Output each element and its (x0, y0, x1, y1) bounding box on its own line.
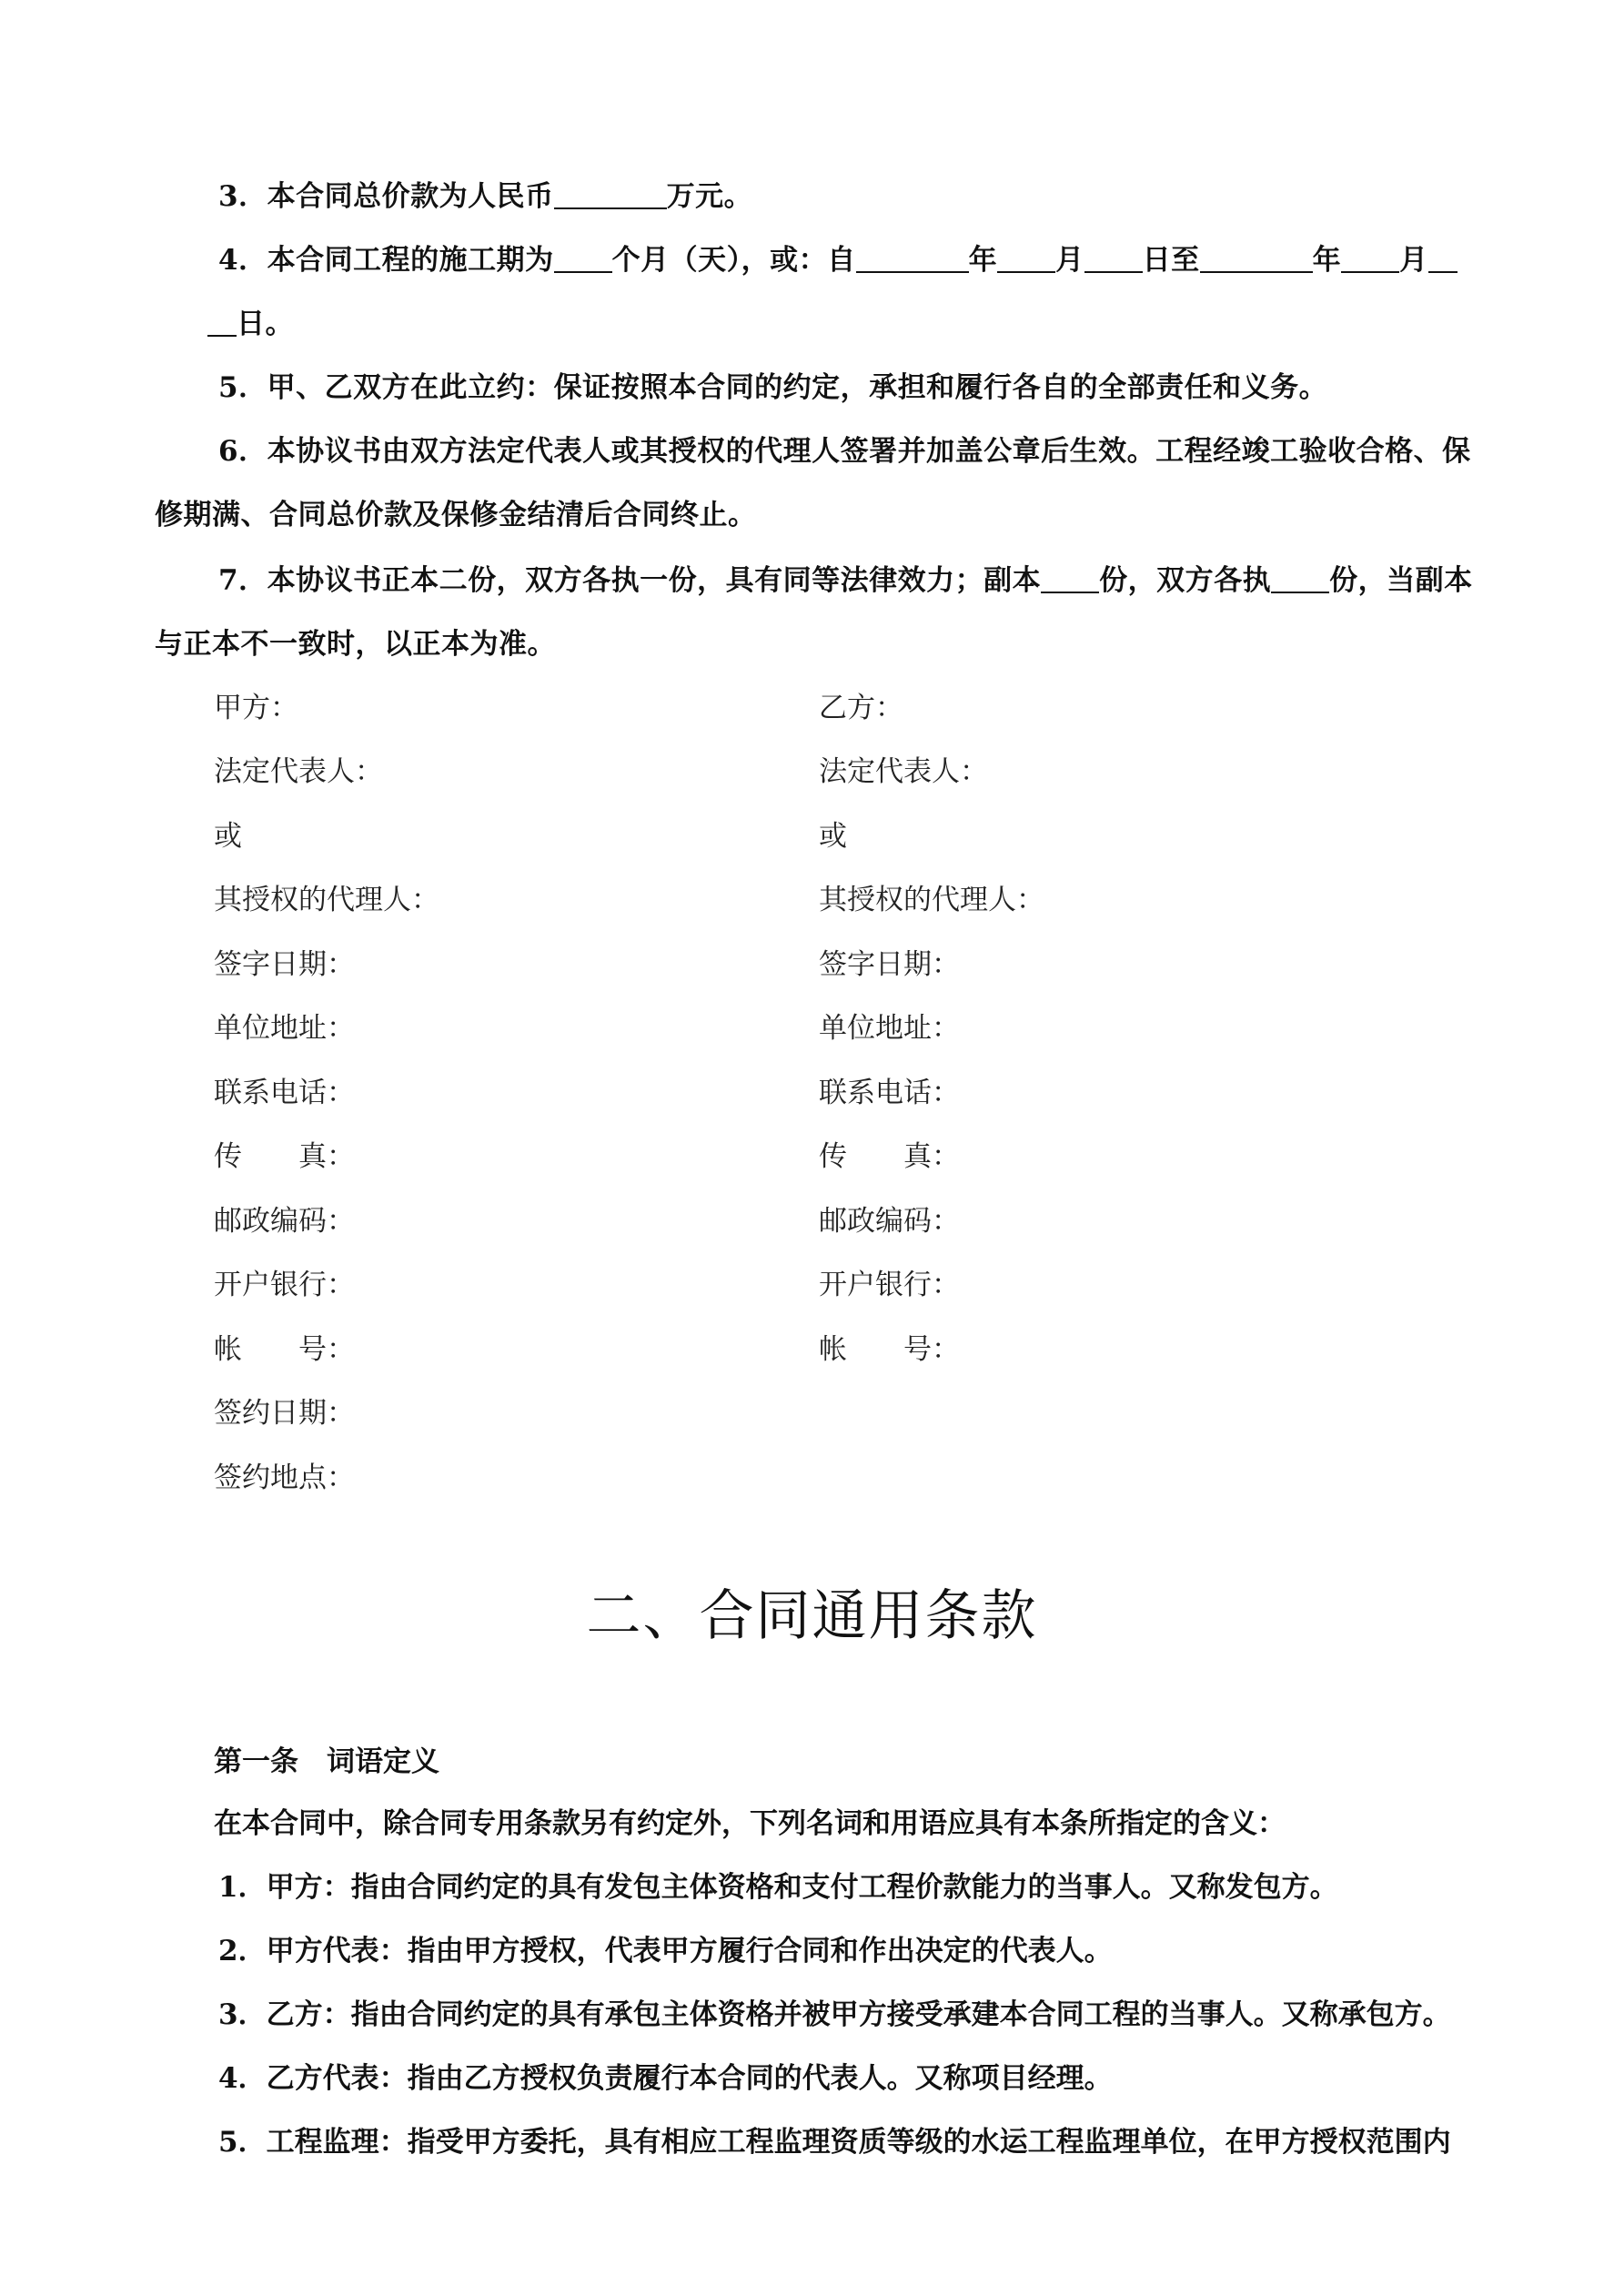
sig-right-account: 帐 号： (819, 1333, 960, 1366)
definition-item: 4．乙方代表：指由乙方授权负责履行本合同的代表人。又称项目经理。 (218, 2062, 1113, 2095)
blank-end-year (1200, 243, 1313, 273)
clause-4-day-1: 日至 (1142, 244, 1200, 277)
blank-total-price (554, 179, 667, 209)
article-intro: 在本合同中，除合同专用条款另有约定外，下列名词和用语应具有本条所指定的含义： (214, 1807, 1286, 1840)
sig-left-account: 帐 号： (214, 1333, 355, 1366)
clause-3-text-a: 本合同总价款为人民币 (267, 180, 554, 213)
blank-start-day (1084, 243, 1143, 273)
blank-end-day-a (1428, 243, 1458, 273)
clause-4-day-2: 日。 (237, 308, 294, 340)
blank-start-year (856, 243, 969, 273)
definition-item: 3．乙方：指由合同约定的具有承包主体资格并被甲方接受承建本合同工程的当事人。又称承包方。 (218, 1998, 1451, 2031)
clause-7-text-a: 本协议书正本二份，双方各执一份，具有同等法律效力；副本 (267, 564, 1042, 597)
clause-4-number: 4． (218, 244, 267, 277)
sig-left-contract-place: 签约地点： (214, 1462, 355, 1494)
definition-item: 2．甲方代表：指由甲方授权，代表甲方履行合同和作出决定的代表人。 (218, 1935, 1113, 1967)
clause-6-line-2: 修期满、合同总价款及保修金结清后合同终止。 (155, 499, 757, 531)
clause-4-text-b: 个月（天），或：自 (611, 244, 856, 277)
clause-3-number: 3． (218, 180, 267, 213)
sig-right-sign-date: 签字日期： (819, 948, 960, 981)
sig-left-sign-date: 签字日期： (214, 948, 355, 981)
clause-5-text: 甲、乙双方在此立约：保证按照本合同的约定，承担和履行各自的全部责任和义务。 (267, 371, 1328, 404)
sig-right-phone: 联系电话： (819, 1077, 960, 1109)
clause-4-cont (207, 300, 294, 341)
clause-7-line-2: 与正本不一致时，以正本为准。 (155, 628, 556, 661)
sig-right-postcode: 邮政编码： (819, 1205, 960, 1238)
sig-left-legal-rep: 法定代表人： (214, 755, 383, 788)
clause-5 (218, 364, 1327, 405)
clause-5-number: 5． (218, 371, 267, 404)
clause-4-month-2: 月 (1399, 244, 1428, 277)
clause-7-cont (155, 621, 556, 662)
sig-left-or: 或 (214, 820, 242, 853)
sig-left-bank: 开户银行： (214, 1269, 355, 1301)
clause-6-line-1: 本协议书由双方法定代表人或其授权的代理人签署并加盖公章后生效。工程经竣工验收合格、保 (267, 435, 1471, 468)
sig-left-postcode: 邮政编码： (214, 1205, 355, 1238)
blank-end-month (1341, 243, 1399, 273)
sig-right-legal-rep: 法定代表人： (819, 755, 988, 788)
clause-3 (218, 173, 752, 214)
clause-7-number: 7． (218, 564, 267, 597)
clause-7-text-b: 份，双方各执 (1099, 564, 1272, 597)
sig-left-agent: 其授权的代理人： (214, 884, 439, 916)
sig-right-party: 乙方： (819, 692, 903, 724)
sig-right-agent: 其授权的代理人： (819, 884, 1044, 916)
clause-4-text-a: 本合同工程的施工期为 (267, 244, 554, 277)
clause-6 (218, 428, 1471, 469)
definition-item: 1．甲方：指由合同约定的具有发包主体资格和支付工程价款能力的当事人。又称发包方。 (218, 1871, 1338, 1904)
blank-start-month (997, 243, 1055, 273)
clause-7-text-c: 份，当副本 (1329, 564, 1473, 597)
blank-duration (554, 243, 612, 273)
blank-copies (1041, 563, 1099, 593)
sig-left-fax: 传 真： (214, 1140, 355, 1173)
clause-6-cont (155, 491, 757, 532)
sig-left-address: 单位地址： (214, 1012, 355, 1045)
article-title: 第一条 词语定义 (214, 1745, 439, 1778)
sig-right-fax: 传 真： (819, 1140, 960, 1173)
clause-4-year-1: 年 (968, 244, 998, 277)
sig-right-address: 单位地址： (819, 1012, 960, 1045)
clause-7 (218, 557, 1473, 598)
sig-right-bank: 开户银行： (819, 1269, 960, 1301)
sig-left-contract-date: 签约日期： (214, 1397, 355, 1430)
blank-end-day-b (207, 307, 237, 337)
sig-left-phone: 联系电话： (214, 1077, 355, 1109)
sig-left-party: 甲方： (214, 692, 298, 724)
clause-4 (218, 237, 1458, 278)
sig-right-or: 或 (819, 820, 847, 853)
section-title: 二、合同通用条款 (586, 1584, 1038, 1648)
blank-copies-each (1271, 563, 1329, 593)
clause-4-year-2: 年 (1312, 244, 1342, 277)
definition-item: 5．工程监理：指受甲方委托，具有相应工程监理资质等级的水运工程监理单位，在甲方授权范围内 (218, 2126, 1451, 2159)
clause-4-month-1: 月 (1055, 244, 1084, 277)
clause-6-number: 6． (218, 435, 267, 468)
clause-3-text-b: 万元。 (666, 180, 753, 213)
